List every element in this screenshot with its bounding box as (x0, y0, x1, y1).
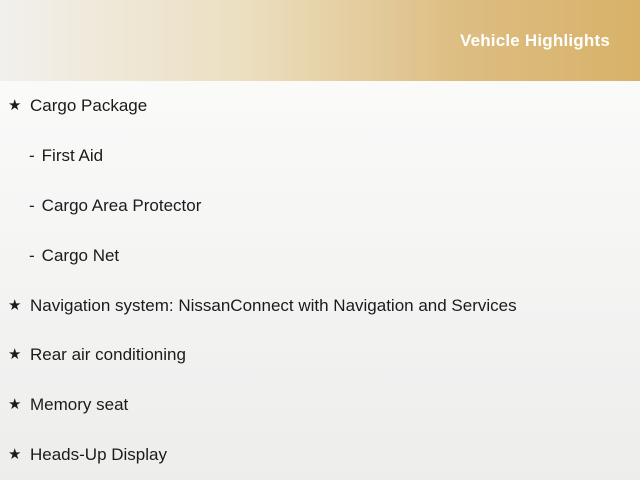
item-label: First Aid (41, 146, 104, 166)
dash-bullet: - (29, 245, 35, 265)
star-icon: ★ (8, 97, 22, 115)
dash-bullet: - (29, 195, 35, 215)
item-label: Memory seat (30, 395, 129, 415)
list-item (0, 380, 640, 430)
star-icon: ★ (8, 445, 22, 463)
star-icon: ★ (8, 396, 22, 414)
item-label: Cargo Net (41, 245, 120, 265)
list-item (0, 330, 640, 380)
list-subitem (0, 181, 640, 231)
item-label: Navigation system: NissanConnect with Navigation and Services (30, 295, 517, 315)
list-item (0, 81, 640, 131)
highlights-list (0, 81, 640, 480)
dash-bullet: - (29, 146, 35, 166)
item-label: Rear air conditioning (30, 345, 186, 365)
list-item (0, 430, 640, 480)
panel-header (0, 0, 640, 81)
item-label: Heads-Up Display (30, 444, 167, 464)
panel-title: Vehicle Highlights (459, 30, 610, 50)
list-item (0, 280, 640, 330)
item-label: Cargo Area Protector (41, 195, 202, 215)
item-label: Cargo Package (30, 96, 148, 116)
star-icon: ★ (8, 346, 22, 364)
list-subitem (0, 131, 640, 181)
list-subitem (0, 230, 640, 280)
star-icon: ★ (8, 296, 22, 314)
